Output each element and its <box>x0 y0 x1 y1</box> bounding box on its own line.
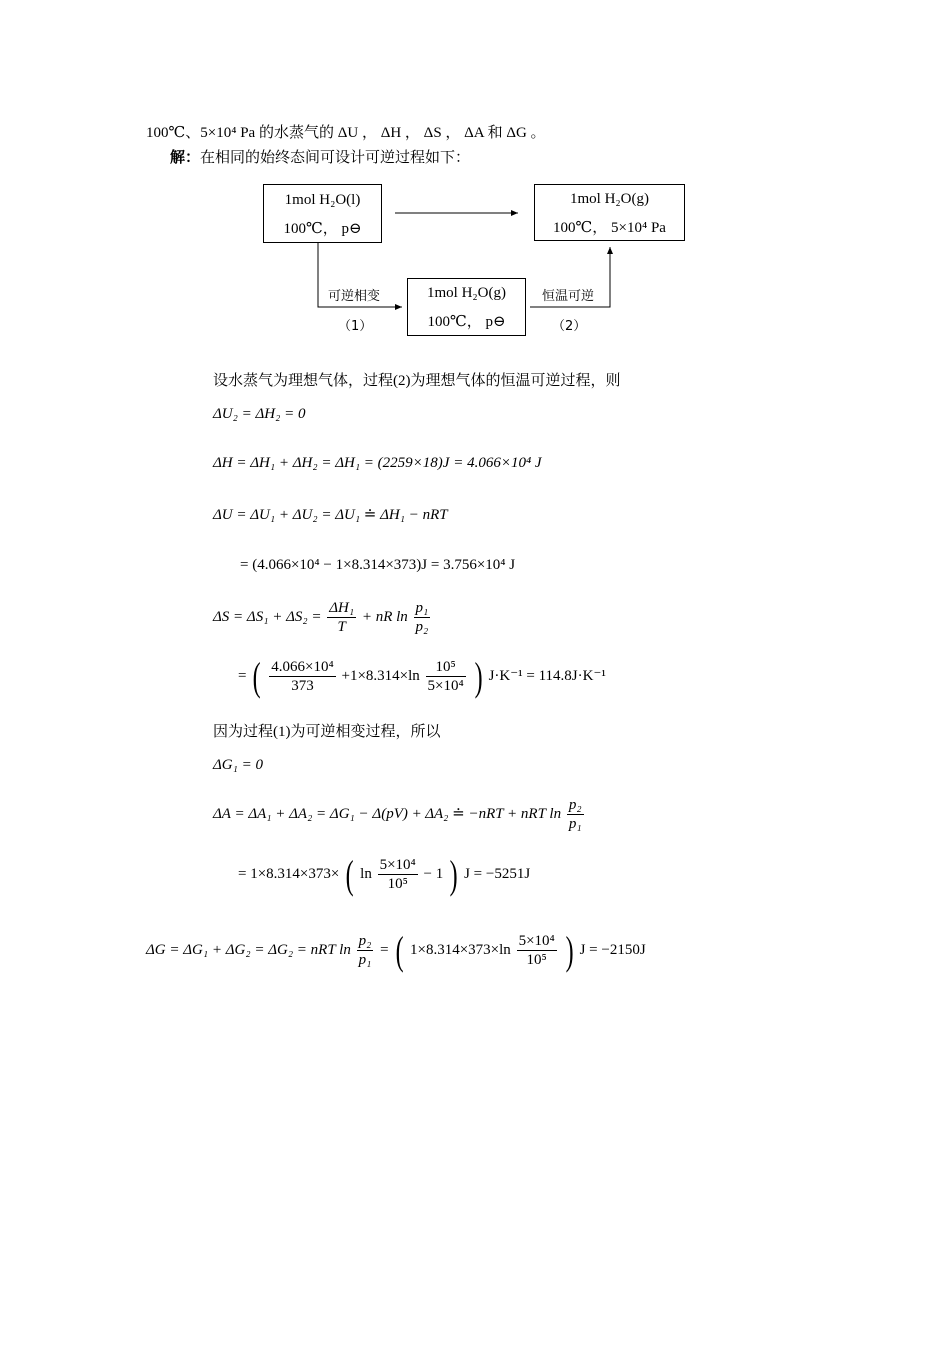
fraction-numerator: p₂ <box>568 797 582 814</box>
left-paren: ( <box>395 927 404 973</box>
entropy-value-result: J·K⁻¹ = 114.8J·K⁻¹ <box>488 668 606 684</box>
gibbs-pressure-fraction <box>357 932 374 969</box>
equation-u2-h2: ΔU₂ = ΔH₂ = 0 <box>213 406 306 422</box>
gibbs-inner: 1×8.314×373×ln <box>410 942 511 958</box>
fraction-denominator: p₂ <box>415 619 429 636</box>
fraction-denominator: 373 <box>291 678 314 695</box>
fraction-numerator: 5×10⁴ <box>379 857 416 874</box>
gibbs-lhs: ΔG = ΔG₁ + ΔG₂ = ΔG₂ = nRT ln <box>146 942 351 958</box>
helmholtz-lhs: ΔA = ΔA₁ + ΔA₂ = ΔG₁ − Δ(pV) + ΔA₂ ≐ −nRT + nRT ln <box>213 806 562 822</box>
entropy-value-fraction <box>269 658 335 695</box>
helmholtz-value-result: J = −5251J <box>464 866 531 882</box>
right-paren: ) <box>565 927 574 973</box>
gibbs-result: J = −2150J <box>579 942 646 958</box>
equation-gibbs <box>146 928 646 972</box>
step2-label: 恒温可逆 <box>542 289 595 304</box>
initial-state-line2: 100℃， p⊖ <box>283 221 362 237</box>
step1-number: （1） <box>338 319 373 334</box>
equation-entropy-value <box>238 654 606 698</box>
text-because: 因为过程(1)为可逆相变过程，所以 <box>213 724 441 740</box>
intermediate-state-line2: 100℃， p⊖ <box>427 314 506 330</box>
fraction-numerator: 5×10⁴ <box>518 933 555 950</box>
text-assume: 设水蒸气为理想气体，过程(2)为理想气体的恒温可逆过程，则 <box>213 373 621 389</box>
fraction-numerator: 10⁵ <box>426 658 466 677</box>
final-state-line1: 1mol H₂O(g) <box>570 191 649 207</box>
step1-label: 可逆相变 <box>328 289 381 304</box>
intermediate-state-box <box>407 278 526 336</box>
right-paren: ) <box>474 653 483 699</box>
pressure-fraction <box>414 599 431 636</box>
equation-g1: ΔG₁ = 0 <box>213 757 263 773</box>
intermediate-state-line1: 1mol H₂O(g) <box>427 285 506 301</box>
fraction-numerator: p₁ <box>415 600 429 617</box>
initial-state-box <box>263 184 382 243</box>
right-paren: ) <box>449 851 458 897</box>
final-state-line2: 100℃， 5×10⁴ Pa <box>553 220 666 236</box>
equation-helmholtz <box>213 794 586 834</box>
helmholtz-value-ln: ln <box>360 866 372 882</box>
entropy-fraction <box>327 599 356 636</box>
equation-internal-energy-value: = (4.066×10⁴ − 1×8.314×373)J = 3.756×10⁴ J <box>240 557 516 573</box>
initial-state-line1: 1mol H₂O(l) <box>284 192 361 208</box>
equation-entropy <box>213 597 432 637</box>
step2-number: （2） <box>552 319 587 334</box>
fraction-denominator: 10⁵ <box>387 876 408 893</box>
helmholtz-value-lhs: = 1×8.314×373× <box>238 866 340 882</box>
fraction-numerator: ΔH₁ <box>329 600 355 617</box>
helmholtz-value-fraction <box>378 856 418 893</box>
equation-helmholtz-value <box>238 852 530 896</box>
solution-prefix: 解： <box>170 150 201 166</box>
gibbs-eq: = <box>379 942 390 958</box>
helmholtz-pressure-fraction <box>567 796 584 833</box>
left-paren: ( <box>345 851 354 897</box>
fraction-denominator: T <box>337 619 346 636</box>
equation-enthalpy: ΔH = ΔH₁ + ΔH₂ = ΔH₁ = (2259×18)J = 4.066×10⁴ J <box>213 455 542 471</box>
fraction-denominator: 10⁵ <box>526 952 547 969</box>
gibbs-inner-fraction <box>517 932 557 969</box>
entropy-value-eq: = <box>238 668 247 684</box>
equation-internal-energy: ΔU = ΔU₁ + ΔU₂ = ΔU₁ ≐ ΔH₁ − nRT <box>213 507 448 523</box>
entropy-value-mid: +1×8.314×ln <box>341 668 420 684</box>
entropy-mid: + nR ln <box>361 609 408 625</box>
helmholtz-value-minus: − 1 <box>423 866 444 882</box>
left-paren: ( <box>252 653 261 699</box>
fraction-denominator: 5×10⁴ <box>427 678 464 695</box>
solution-intro: 在相同的始终态间可设计可逆过程如下： <box>200 150 471 166</box>
question-tail: 100℃、5×10⁴ Pa 的水蒸气的 ΔU ， ΔH ， ΔS ， ΔA 和 ΔG 。 <box>146 125 546 141</box>
final-state-box <box>534 184 685 241</box>
entropy-pressure-fraction <box>426 658 466 695</box>
fraction-numerator: 4.066×10⁴ <box>271 659 334 676</box>
fraction-denominator: p₁ <box>358 952 372 969</box>
entropy-lhs: ΔS = ΔS₁ + ΔS₂ = <box>213 609 322 625</box>
fraction-denominator: p₁ <box>568 816 582 833</box>
fraction-numerator: p₂ <box>358 933 372 950</box>
